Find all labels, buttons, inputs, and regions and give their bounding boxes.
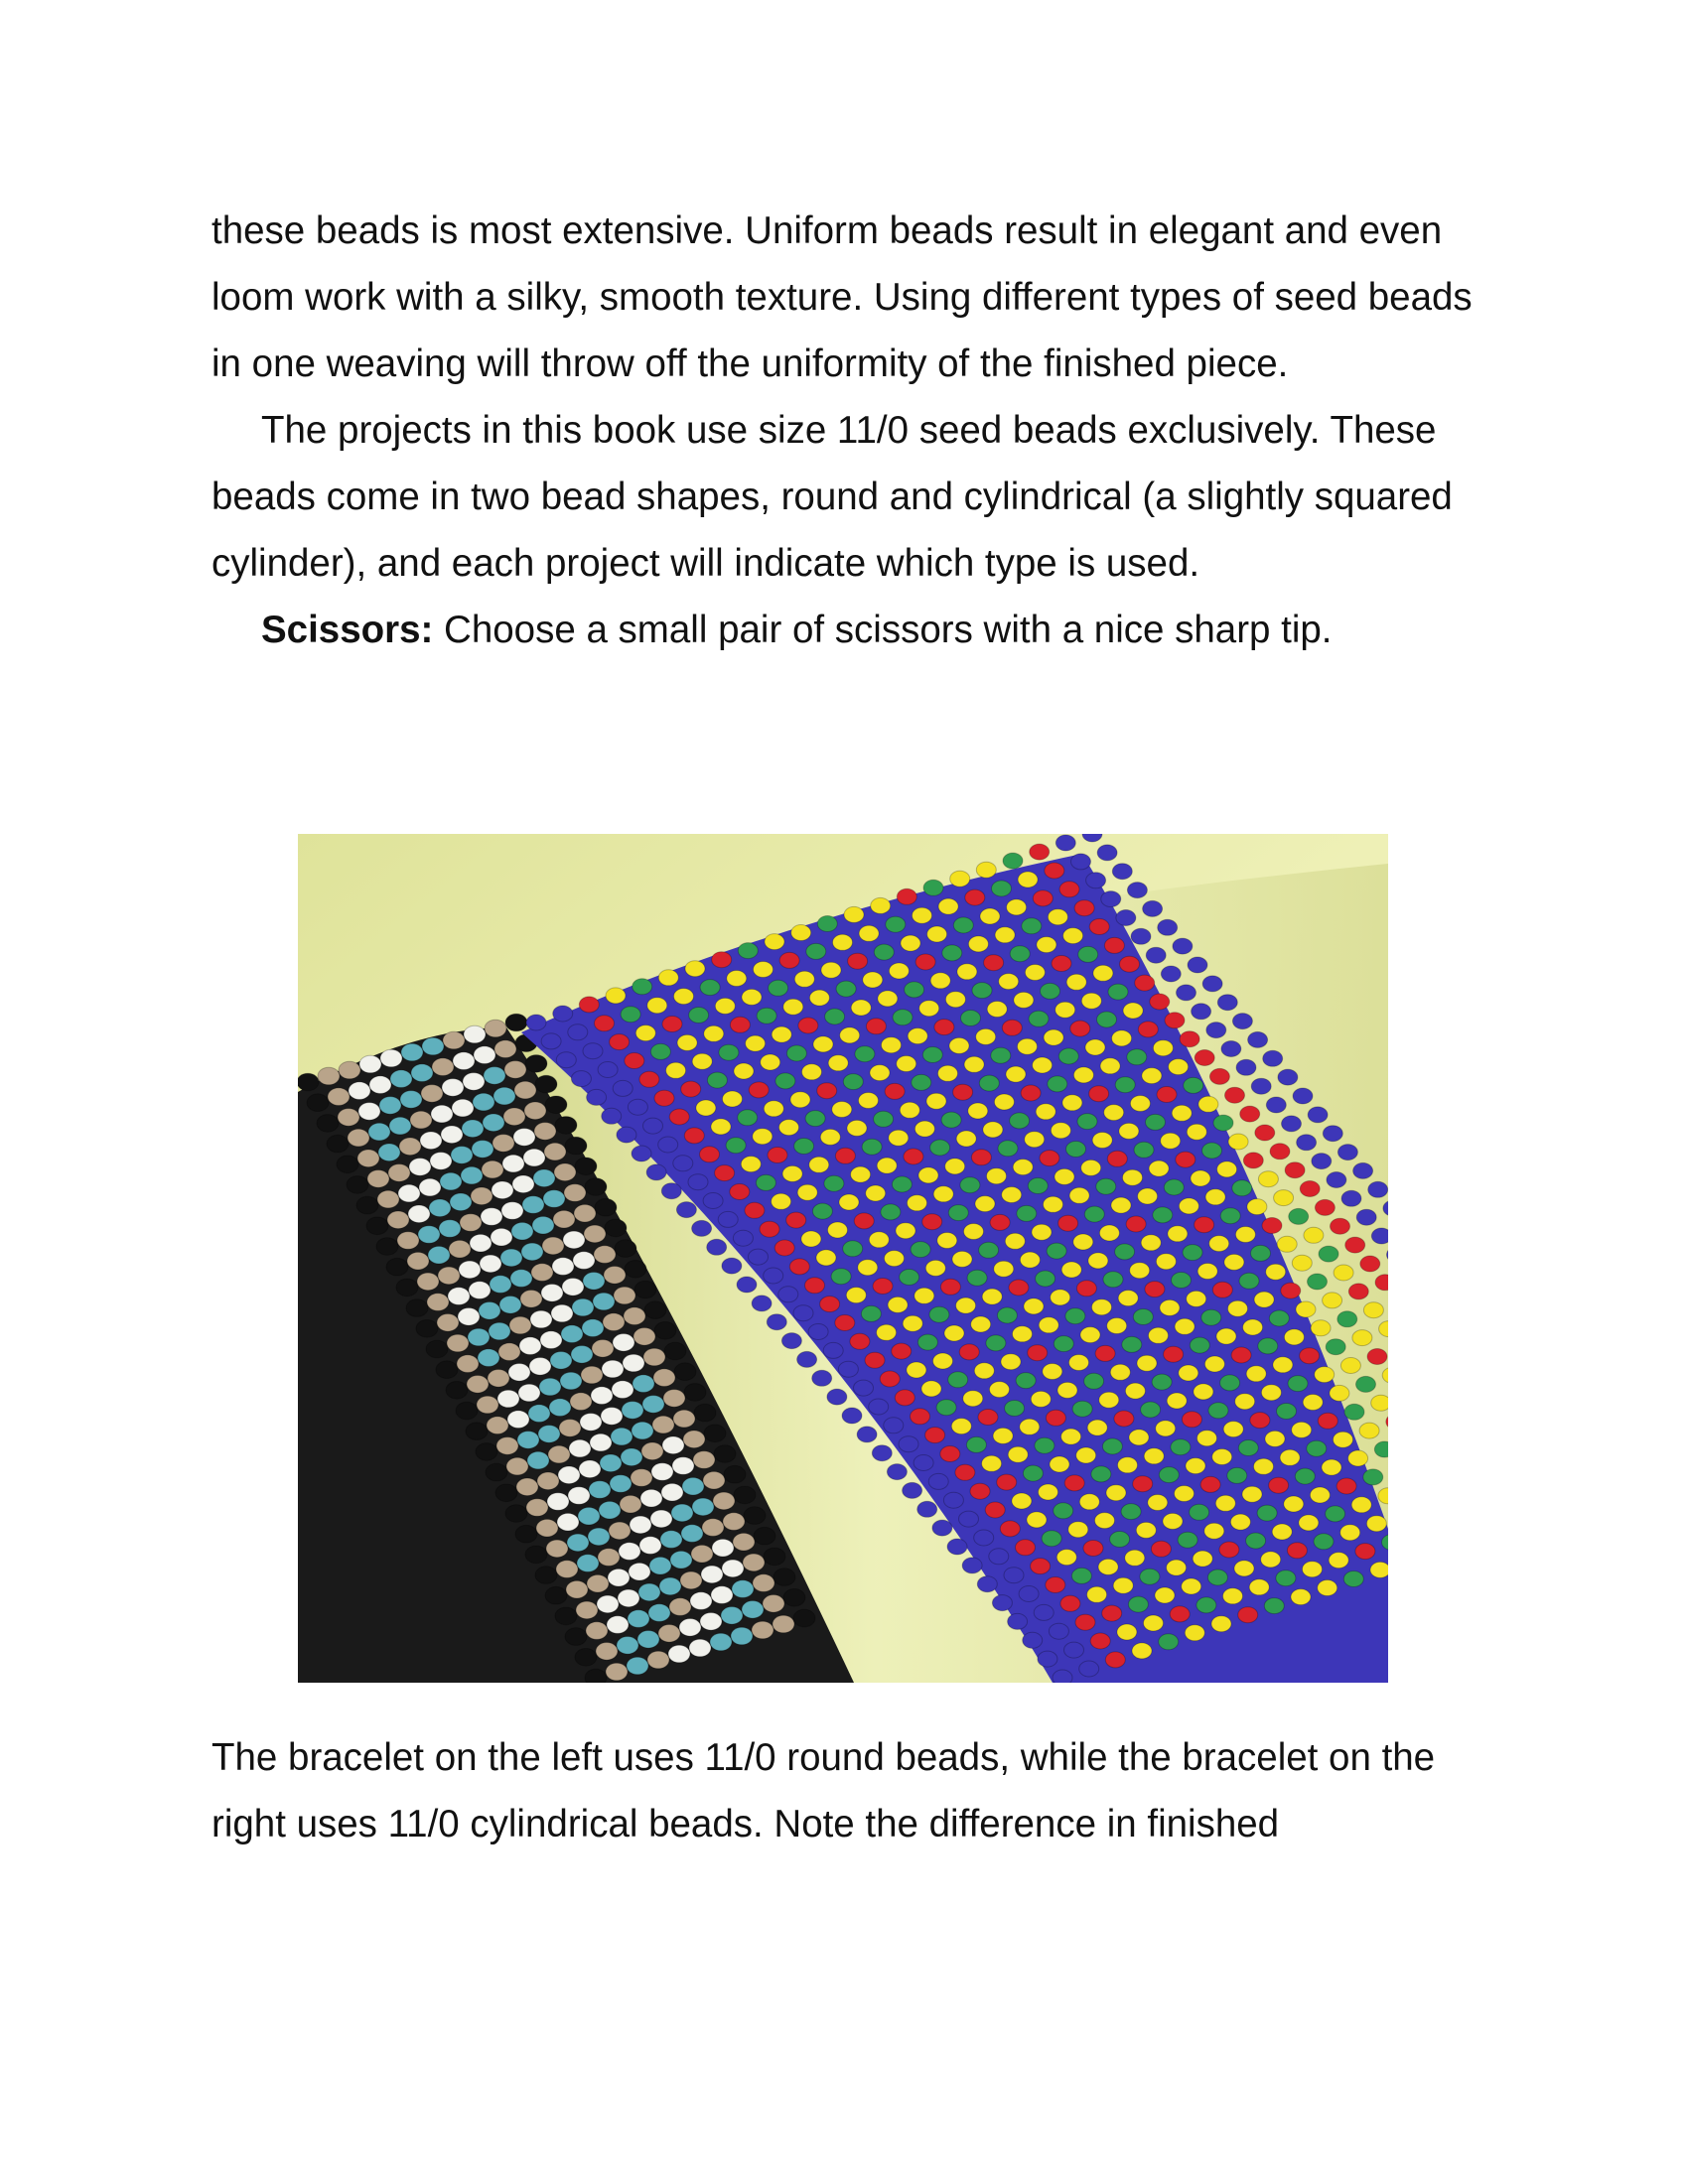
scissors-term: Scissors: — [261, 609, 434, 651]
scissors-description: Choose a small pair of scissors with a nice sharp tip. — [433, 609, 1333, 651]
paragraph-scissors — [211, 597, 1502, 663]
photo-caption: The bracelet on the left uses 11/0 round beads, while the bracelet on the right uses 11/0 cylindrical beads. Note the difference in finished — [211, 1736, 1436, 1845]
paragraph-1: these beads is most extensive. Uniform beads result in elegant and even loom work with a silky, smooth texture. Using different types of seed beads in one weaving will throw off the uniformity of the finished piece. — [211, 209, 1473, 385]
paragraph-2: The projects in this book use size 11/0 seed beads exclusively. These beads come in two bead shapes, round and cylindrical (a slightly squared cylinder), and each project will indicate which type is used. — [211, 409, 1453, 585]
body-text-bottom — [211, 1724, 1502, 1857]
body-text-top — [211, 198, 1502, 663]
bracelets-photo — [298, 834, 1388, 1683]
